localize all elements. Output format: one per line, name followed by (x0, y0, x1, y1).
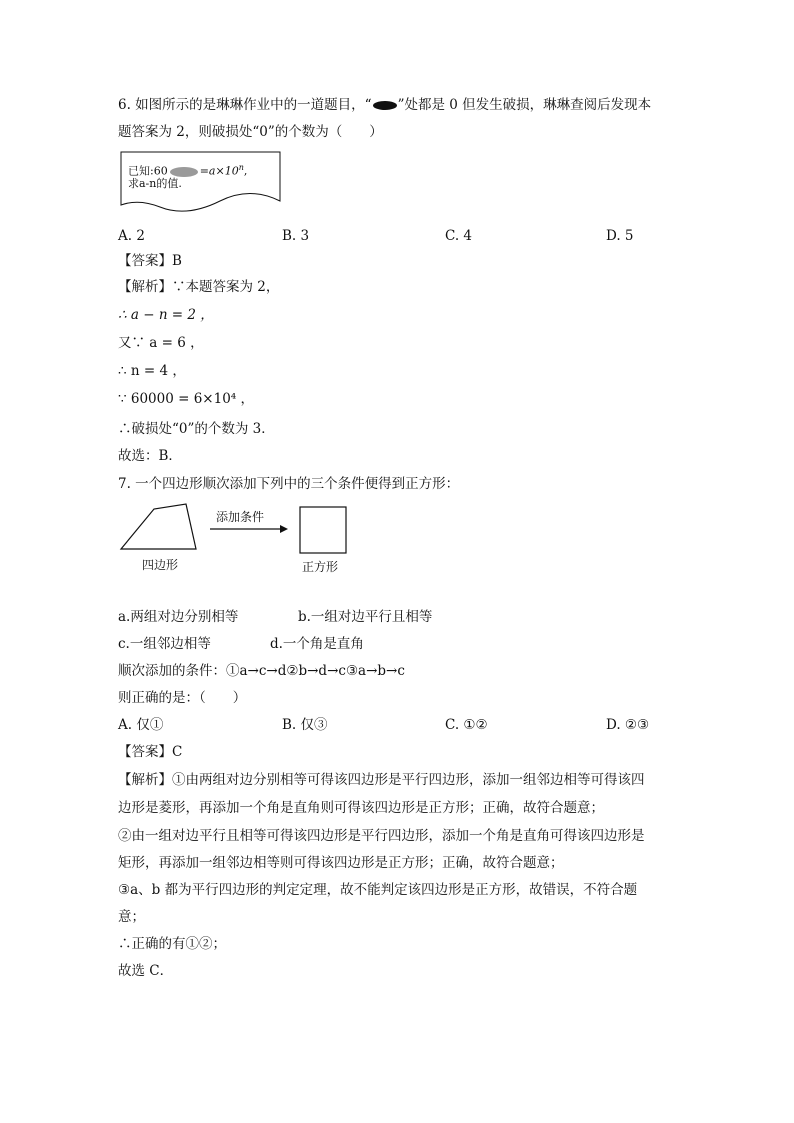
q7-analysis-7: 故选 C． (118, 963, 174, 979)
q7-analysis-3: 矩形，再添加一组邻边相等则可得该四边形是正方形；正确，故符合题意； (118, 855, 564, 871)
q7-analysis-6: ∴正确的有①②； (118, 936, 226, 952)
q7-right-label: 正方形 (302, 560, 339, 574)
q6-stem-part2: ”处都是 0 但发生破损，琳琳查阅后发现本 (397, 97, 652, 113)
q6-figure-suffix: =a×10 (199, 164, 239, 178)
q6-answer: 【答案】B (118, 253, 182, 269)
q6-stem-part1: 6. 如图所示的是琳琳作业中的一道题目，“ (118, 97, 372, 113)
q7-analysis-4: ③a、b 都为平行四边形的判定定理，故不能判定该四边形是正方形，故错误，不符合题 (118, 882, 638, 898)
q7-condition-d: d.一个角是直角 (270, 636, 364, 652)
q7-condition-c: c.一组邻边相等 (118, 636, 211, 652)
arrow-head-icon (280, 525, 288, 533)
q6-analysis-0: 【解析】∵本题答案为 2， (118, 279, 280, 295)
q6-analysis-2: 又∵ a = 6 ， (118, 335, 204, 351)
q7-question-line: 则正确的是：（ ） (118, 690, 247, 706)
q6-choice-c: C. 4 (445, 228, 473, 244)
q6-figure-line1 (128, 161, 247, 178)
q7-analysis-5: 意； (118, 909, 145, 925)
q6-figure (120, 151, 282, 217)
q7-choice-c: C. ①② (445, 717, 488, 733)
q7-condition-b: b.一组对边平行且相等 (298, 609, 433, 625)
q7-analysis-0: 【解析】①由两组对边分别相等可得该四边形是平行四边形，添加一组邻边相等可得该四 (118, 772, 645, 788)
q7-analysis-2: ②由一组对边平行且相等可得该四边形是平行四边形，添加一个角是直角可得该四边形是 (118, 828, 645, 844)
q6-choice-a: A. 2 (118, 228, 145, 244)
ink-blot-icon (373, 101, 397, 110)
q7-figure (118, 500, 358, 580)
q6-figure-end: , (243, 164, 248, 178)
q6-stem-line1 (118, 95, 651, 115)
q6-analysis-6: 故选：B． (118, 448, 182, 464)
q6-stem-line2: 题答案为 2，则破损处“0”的个数为（ ） (118, 124, 383, 140)
q6-analysis-3: ∴ n = 4 ， (118, 363, 186, 379)
q7-arrow-label: 添加条件 (216, 510, 265, 524)
q7-answer: 【答案】C (118, 744, 183, 760)
q6-figure-line2: 求a-n的值. (128, 177, 182, 190)
q7-analysis-1: 边形是菱形，再添加一个角是直角则可得该四边形是正方形；正确，故符合题意； (118, 800, 604, 816)
q6-choice-b: B. 3 (282, 228, 310, 244)
q6-figure-prefix: 已知:60 (128, 164, 168, 178)
q6-figure-exp: n (238, 163, 244, 172)
q7-left-label: 四边形 (142, 558, 179, 572)
square-shape (300, 507, 346, 553)
q6-analysis-4: ∵ 60000 = 6×10⁴ ， (118, 391, 255, 407)
grey-blot-icon (170, 167, 198, 177)
q7-choice-b: B. 仅③ (282, 717, 328, 733)
q7-choice-d: D. ②③ (606, 717, 650, 733)
q7-condition-a: a.两组对边分别相等 (118, 609, 239, 625)
q6-analysis-5: ∴破损处“0”的个数为 3． (118, 421, 275, 437)
q6-choice-d: D. 5 (606, 228, 634, 244)
q7-stem: 7. 一个四边形顺次添加下列中的三个条件便得到正方形： (118, 476, 460, 492)
q7-choice-a: A. 仅① (118, 717, 164, 733)
quadrilateral-shape (121, 504, 196, 549)
q7-order-line: 顺次添加的条件：①a→c→d②b→d→c③a→b→c (118, 663, 405, 679)
q6-analysis-1: ∴ a − n = 2 ， (118, 307, 214, 323)
